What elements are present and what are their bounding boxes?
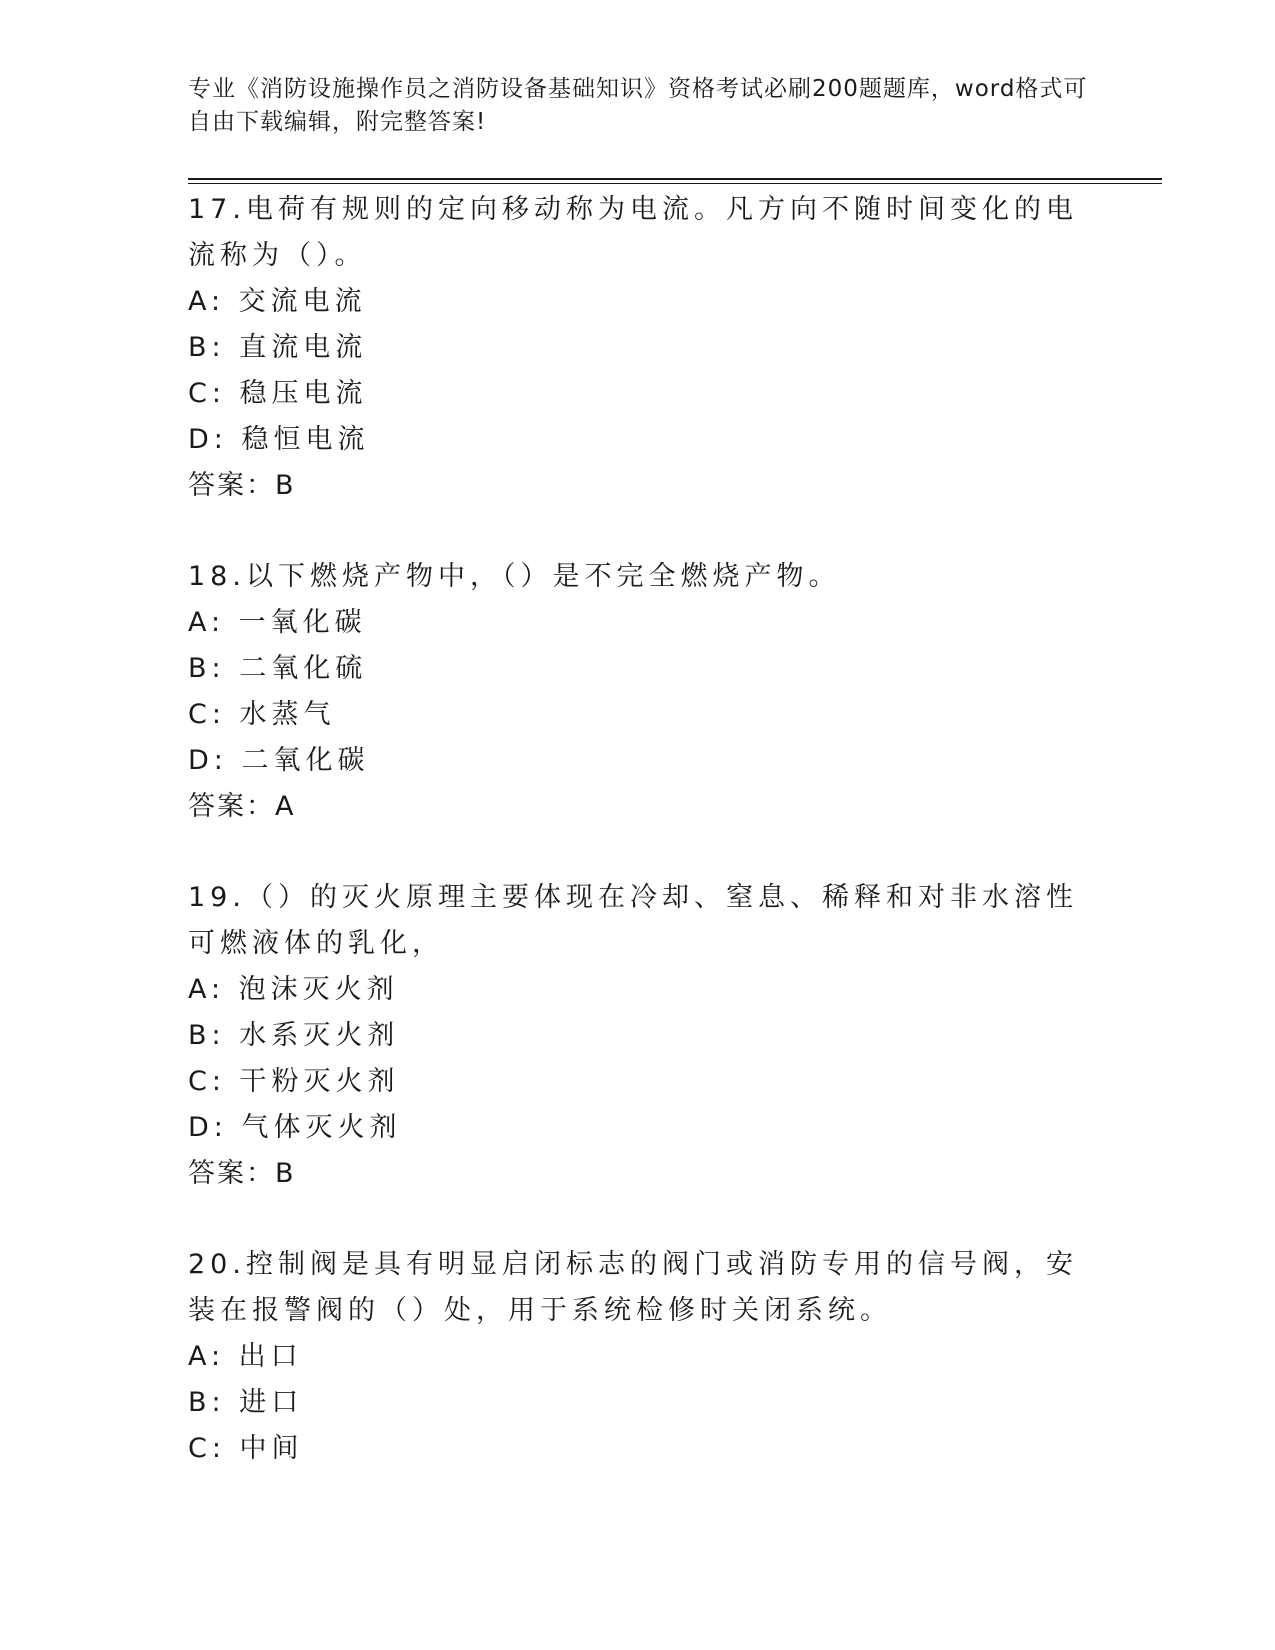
option-c: C: 水蒸气 [188, 699, 336, 730]
option-d: D: 气体灭火剂 [188, 1112, 402, 1143]
question-19 [188, 875, 1088, 1197]
question-stem: 19.（）的灭火原理主要体现在冷却、窒息、稀释和对非水溶性可燃液体的乳化， [188, 882, 1078, 959]
option-b: B: 二氧化硫 [188, 653, 368, 684]
option-a: A: 交流电流 [188, 286, 367, 317]
question-stem: 20.控制阀是具有明显启闭标志的阀门或消防专用的信号阀，安装在报警阀的（）处，用于系统检修时关闭系统。 [188, 1249, 1078, 1326]
answer: 答案：B [188, 470, 296, 501]
answer: 答案：A [188, 791, 296, 822]
option-c: C: 稳压电流 [188, 378, 368, 409]
option-a: A: 出口 [188, 1341, 303, 1372]
option-a: A: 一氧化碳 [188, 607, 367, 638]
question-list [188, 187, 1088, 1472]
option-d: D: 二氧化碳 [188, 745, 370, 776]
option-a: A: 泡沫灭火剂 [188, 974, 399, 1005]
document-header: 专业《消防设施操作员之消防设备基础知识》资格考试必刷200题题库，word格式可自由下载编辑，附完整答案! [188, 76, 1088, 135]
question-17 [188, 187, 1088, 509]
option-b: B: 进口 [188, 1387, 304, 1418]
question-20 [188, 1242, 1088, 1472]
option-d: D: 稳恒电流 [188, 424, 370, 455]
question-stem: 18.以下燃烧产物中，（）是不完全燃烧产物。 [188, 561, 841, 592]
header-divider-thin [188, 183, 1162, 184]
option-c: C: 干粉灭火剂 [188, 1066, 400, 1097]
option-b: B: 直流电流 [188, 332, 368, 363]
answer: 答案：B [188, 1158, 296, 1189]
question-18 [188, 554, 1088, 830]
question-stem: 17.电荷有规则的定向移动称为电流。凡方向不随时间变化的电流称为（）。 [188, 194, 1078, 271]
option-b: B: 水系灭火剂 [188, 1020, 400, 1051]
option-c: C: 中间 [188, 1433, 304, 1464]
header-divider [188, 178, 1162, 180]
